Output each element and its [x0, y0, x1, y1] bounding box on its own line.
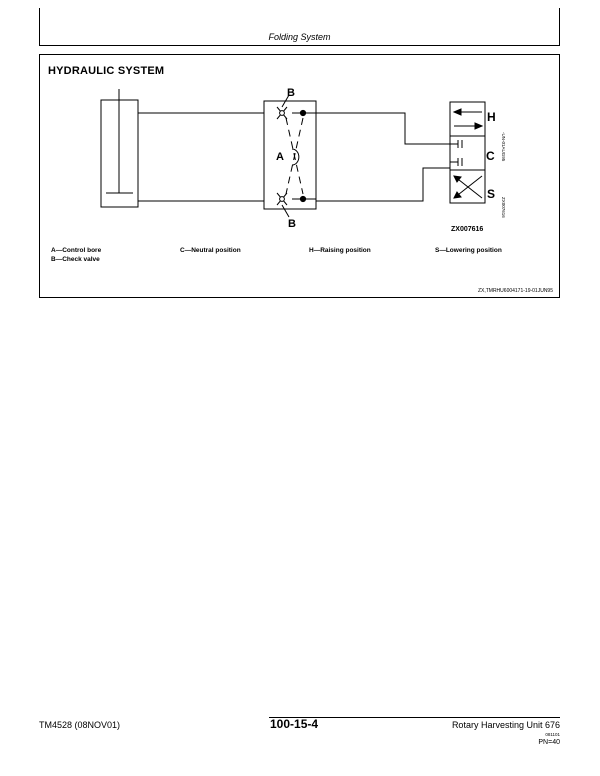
line-to-valve-lower	[316, 168, 450, 201]
callout-a: A	[276, 151, 284, 163]
valve-block	[264, 101, 316, 209]
legend-col-2	[180, 246, 241, 255]
figure-box	[39, 54, 560, 298]
legend-item-b: B—Check valve	[51, 256, 100, 263]
legend-col-4	[435, 246, 502, 255]
side-code-2: ZX007616	[501, 197, 506, 218]
callout-h: H	[487, 110, 496, 124]
figure-id: ZX007616	[451, 226, 484, 233]
manual-number: TM4528 (08NOV01)	[39, 720, 121, 730]
check-valve-bottom-ball	[300, 196, 305, 201]
header-box	[39, 8, 560, 46]
hydraulic-diagram	[40, 55, 559, 297]
legend-item-c: C—Neutral position	[180, 247, 241, 254]
reference-code: ZX,TMRHU6004171-19-01JUN95	[477, 288, 553, 294]
legend-item-h: H—Raising position	[309, 247, 371, 254]
manual-title: Rotary Harvesting Unit 676	[451, 720, 560, 730]
legend-col-1	[51, 246, 101, 264]
legend-item-a: A—Control bore	[51, 247, 102, 254]
pn-number: PN=40	[538, 739, 560, 746]
callout-b-bottom: B	[288, 218, 296, 230]
check-valve-top-ball	[300, 110, 305, 115]
callout-c: C	[486, 149, 495, 163]
legend-item-s: S—Lowering position	[435, 247, 502, 254]
section-header: Folding System	[268, 32, 331, 42]
callout-s: S	[487, 187, 496, 201]
line-to-valve-upper	[316, 113, 450, 144]
figure-title: HYDRAULIC SYSTEM	[48, 65, 165, 77]
legend-col-3	[309, 246, 371, 255]
date-code: 081101	[545, 732, 560, 737]
side-code-1: -UN-01AUG95	[501, 132, 506, 162]
callout-b-top: B	[287, 87, 295, 99]
page-number: 100-15-4	[270, 717, 319, 731]
